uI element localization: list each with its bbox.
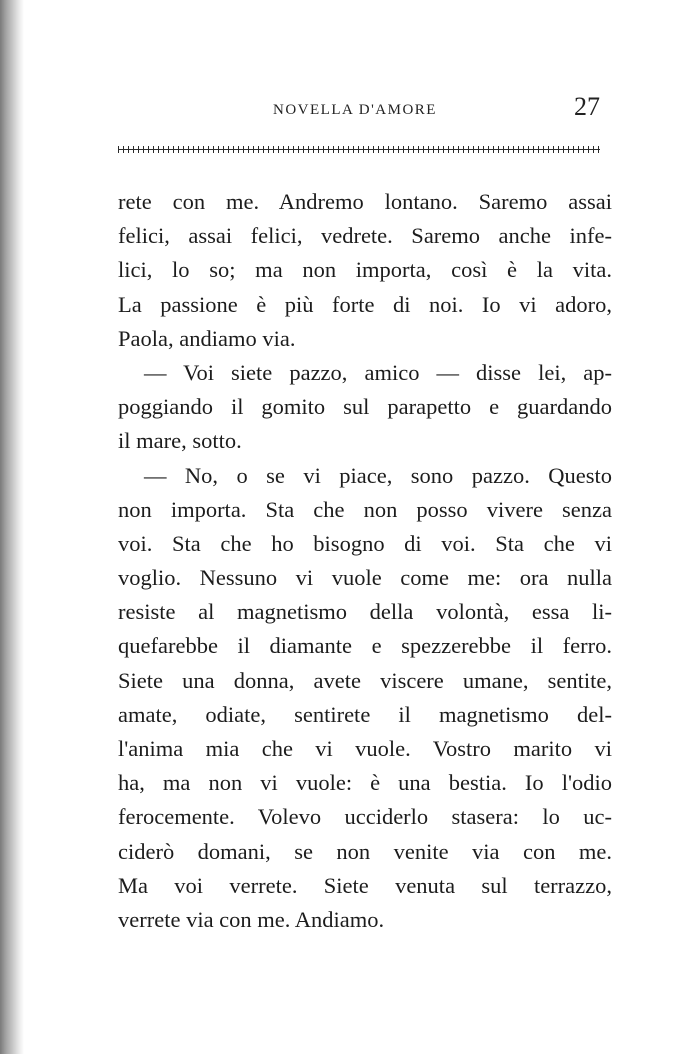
text-line: ferocemente. Volevo ucciderlo stasera: lo uc- [118,804,612,830]
text-line: lici, lo so; ma non importa, così è la vita. [118,257,612,283]
text-line: — No, o se vi piace, sono pazzo. Questo [144,462,612,488]
text-line: rete con me. Andremo lontano. Saremo assai [118,189,612,214]
running-title: NOVELLA D'AMORE [273,102,437,118]
text-line: voglio. Nessuno vi vuole come me: ora nulla [118,565,612,591]
text-line: non importa. Sta che non posso vivere senza [118,496,612,522]
text-line: il mare, sotto. [118,428,242,454]
text-line: Siete una donna, avete viscere umane, sentite, [118,667,612,693]
text-line: — Voi siete pazzo, amico — disse lei, ap- [144,359,612,385]
body-text [118,185,612,937]
text-line: verrete via con me. Andiamo. [118,906,385,932]
text-line: resiste al magnetismo della volontà, essa li- [118,599,612,625]
text-line: ha, ma non vi vuole: è una bestia. Io l'odio [118,770,612,796]
text-line: Ma voi verrete. Siete venuta sul terrazzo, [118,872,612,898]
text-line: quefarebbe il diamante e spezzerebbe il ferro. [118,633,612,659]
text-line: Paola, andiamo via. [118,325,296,351]
page-header [118,92,600,132]
text-line: l'anima mia che vi vuole. Vostro marito vi [118,736,612,761]
text-line: La passione è più forte di noi. Io vi adoro, [118,291,612,317]
text-line: voi. Sta che ho bisogno di voi. Sta che vi [118,530,612,556]
decorative-rule [118,146,600,153]
text-line: amate, odiate, sentirete il magnetismo del- [118,701,612,727]
text-line: ciderò domani, se non venite via con me. [118,838,612,864]
text-line: poggiando il gomito sul parapetto e guardando [118,394,612,420]
page-number: 27 [574,92,600,121]
page-binding-shadow [0,0,24,1054]
text-line: felici, assai felici, vedrete. Saremo anche infe- [118,223,612,249]
